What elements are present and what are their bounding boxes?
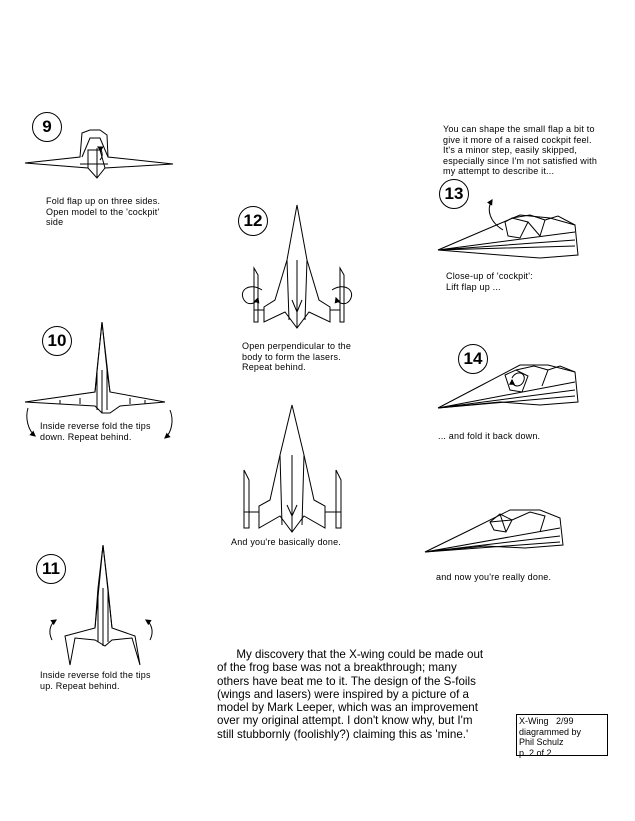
- discovery-paragraph: [217, 648, 505, 741]
- note-line: my attempt to describe it...: [443, 166, 555, 176]
- step-12-caption: [242, 341, 351, 373]
- basically-done-figure: [244, 405, 341, 532]
- step-14-figure: [438, 365, 578, 408]
- step-10-number: 10: [42, 326, 72, 356]
- paragraph-line: (wings and lasers) were inspired by a picture of a: [217, 687, 469, 701]
- paragraph-line: of the frog base was not a breakthrough; many: [217, 661, 457, 675]
- caption-line: body to form the lasers.: [242, 351, 341, 362]
- credit-box: [516, 714, 608, 756]
- step-14-caption: [438, 431, 540, 442]
- really-done-caption: and now you're really done.: [436, 572, 552, 582]
- step-11-figure: [50, 545, 152, 665]
- caption-line: side: [46, 217, 64, 227]
- caption-line: up. Repeat behind.: [40, 680, 120, 691]
- step-10-caption: [40, 421, 151, 442]
- step-9-number: 9: [32, 112, 62, 142]
- caption-line: Open perpendicular to the: [242, 341, 352, 351]
- paragraph-line: others have beat me to it. The design of the S-foils: [217, 674, 476, 688]
- caption-line: Close-up of 'cockpit':: [446, 271, 533, 281]
- step-13-figure: [438, 200, 578, 258]
- credit-line: X-Wing 2/99: [519, 716, 574, 726]
- note-line: You can shape the small flap a bit to: [443, 124, 595, 134]
- caption-line: Repeat behind.: [242, 362, 306, 372]
- caption-line: Open model to the 'cockpit': [46, 206, 160, 217]
- step-11-caption: [40, 670, 151, 691]
- credit-line: Phil Schulz: [519, 737, 564, 747]
- step-14-number: 14: [458, 344, 488, 374]
- caption-line: ... and fold it back down.: [438, 431, 541, 441]
- caption-line: Lift flap up ...: [446, 281, 501, 292]
- note-line: It's a minor step, easily skipped,: [443, 145, 578, 155]
- credit-line: diagrammed by: [519, 726, 582, 737]
- step-12-number: 12: [238, 206, 268, 236]
- note-line: give it more of a raised cockpit feel.: [443, 134, 592, 145]
- caption-line: Inside reverse fold the tips: [40, 670, 151, 680]
- basically-done-caption: And you're basically done.: [231, 537, 341, 547]
- step-13-number: 13: [439, 179, 469, 209]
- really-done-figure: [425, 510, 563, 552]
- paragraph-line: over my original attempt. I don't know why, but I'm: [217, 714, 473, 728]
- note-line: especially since I'm not satisfied with: [443, 155, 598, 166]
- credit-line: p. 2 of 2: [519, 747, 552, 758]
- step-9-caption: [46, 196, 160, 228]
- paragraph-line: My discovery that the X-wing could be made out: [217, 648, 484, 661]
- paragraph-line: still stubbornly (foolishly?) claiming this as 'mine.': [217, 727, 469, 741]
- caption-line: Fold flap up on three sides.: [46, 196, 161, 206]
- step-13-caption: [446, 271, 533, 292]
- cockpit-tip-note: [443, 124, 597, 177]
- paragraph-line: model by Mark Leeper, which was an improvement: [217, 701, 478, 715]
- step-11-number: 11: [36, 554, 66, 584]
- caption-line: down. Repeat behind.: [40, 431, 132, 442]
- caption-line: Inside reverse fold the tips: [40, 421, 151, 431]
